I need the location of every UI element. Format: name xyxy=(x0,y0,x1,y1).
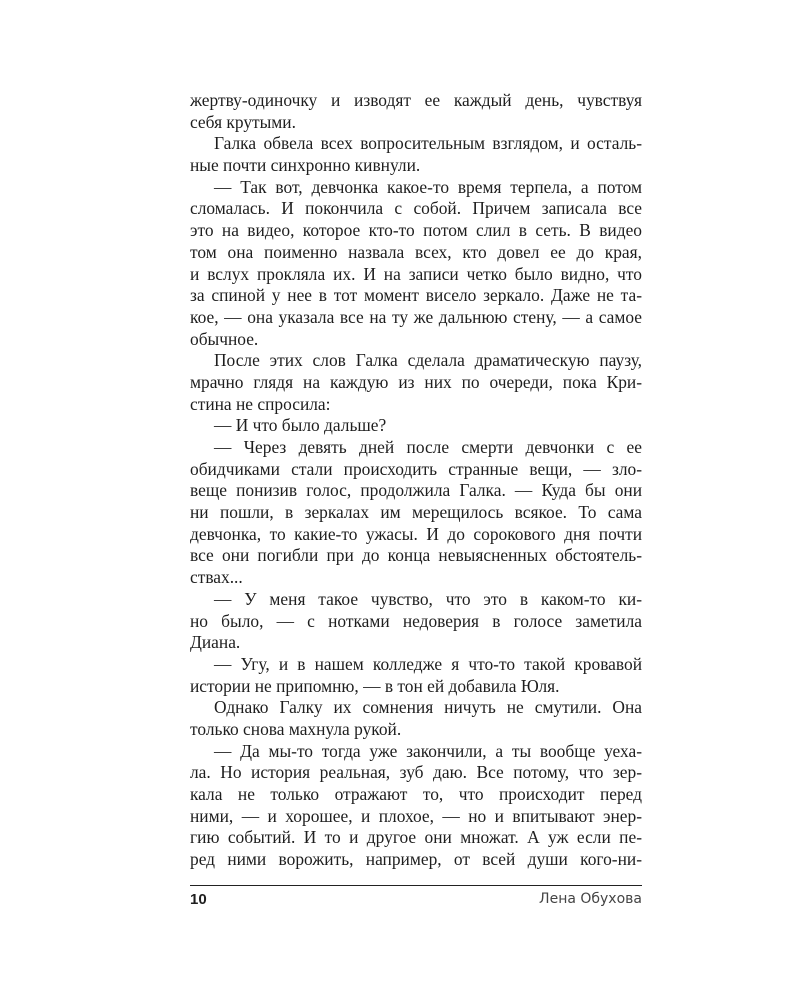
text-line: мрачно глядя на каждую из них по очереди, пока Кри- xyxy=(190,371,642,392)
text-line: жертву-одиночку и изводят ее каждый день, чувствуя xyxy=(190,90,642,110)
text-line: но было, — с нотками недоверия в голосе заметила xyxy=(190,610,642,631)
text-line: все они погибли при до конца невыясненных обстоятель- xyxy=(190,545,642,566)
text-line: Диана. xyxy=(190,632,241,653)
text-line: ни пошли, в зеркалах им мерещилось всякое. То сама xyxy=(190,502,642,523)
text-line: за спиной у нее в тот момент висело зеркало. Даже не та- xyxy=(190,285,642,306)
text-line: Однако Галку их сомнения ничуть не смутили. Она xyxy=(214,697,642,718)
text-line: ствах... xyxy=(190,567,243,588)
text-line: только снова махнула рукой. xyxy=(190,718,402,739)
text-line: — Угу, и в нашем колледже я что-то такой кровавой xyxy=(214,653,642,674)
page-number: 10 xyxy=(190,891,207,908)
text-line: кое, — она указала все на ту же дальнюю стену, — а самое xyxy=(190,306,642,327)
text-line: обидчиками стали происходить странные вещи, — зло- xyxy=(190,458,642,479)
text-line: кала не только отражают то, что происходит перед xyxy=(190,784,642,804)
text-line: После этих слов Галка сделала драматическую паузу, xyxy=(214,350,642,371)
text-line: это на видео, которое кто-то потом слил в сеть. В видео xyxy=(190,220,642,241)
text-line: ные почти синхронно кивнули. xyxy=(190,155,421,176)
text-line: обычное. xyxy=(190,328,259,349)
text-line: сломалась. И покончила с собой. Причем записала все xyxy=(190,198,642,219)
text-line: Галка обвела всех вопросительным взглядом, и осталь- xyxy=(214,133,642,154)
text-line: ла. Но история реальная, зуб даю. Все потому, что зер- xyxy=(190,762,642,783)
footer-divider xyxy=(190,885,642,886)
text-line: истории не припомню, — в тон ей добавила Юля. xyxy=(190,675,560,696)
text-line: веще понизив голос, продолжила Галка. — Куда бы они xyxy=(190,480,642,501)
text-line: гию событий. И то и другое они множат. А уж если пе- xyxy=(190,827,642,848)
text-line: ред ними ворожить, например, от всей души кого-ни- xyxy=(190,849,642,870)
text-line: том она поименно назвала всех, кто довел ее до края, xyxy=(190,241,642,262)
text-line: — У меня такое чувство, что это в каком-то ки- xyxy=(214,588,642,609)
text-line: — Так вот, девчонка какое-то время терпела, а потом xyxy=(214,176,642,197)
text-line: девчонка, то какие-то ужасы. И до сорокового дня почти xyxy=(190,523,642,544)
text-line: — Да мы-то тогда уже закончили, а ты вообще уеха- xyxy=(214,740,642,761)
text-line: себя крутыми. xyxy=(190,111,296,132)
text-line: стина не спросила: xyxy=(190,393,331,414)
text-line: ними, — и хорошее, и плохое, — но и впитывают энер- xyxy=(190,805,642,826)
page-body xyxy=(190,90,642,871)
text-line: — Через девять дней после смерти девчонки с ее xyxy=(214,437,642,457)
running-footer-author: Лена Обухова xyxy=(539,891,642,907)
text-line: и вслух прокляла их. И на записи четко было видно, что xyxy=(190,263,642,284)
text-line: — И что было дальше? xyxy=(214,415,387,436)
